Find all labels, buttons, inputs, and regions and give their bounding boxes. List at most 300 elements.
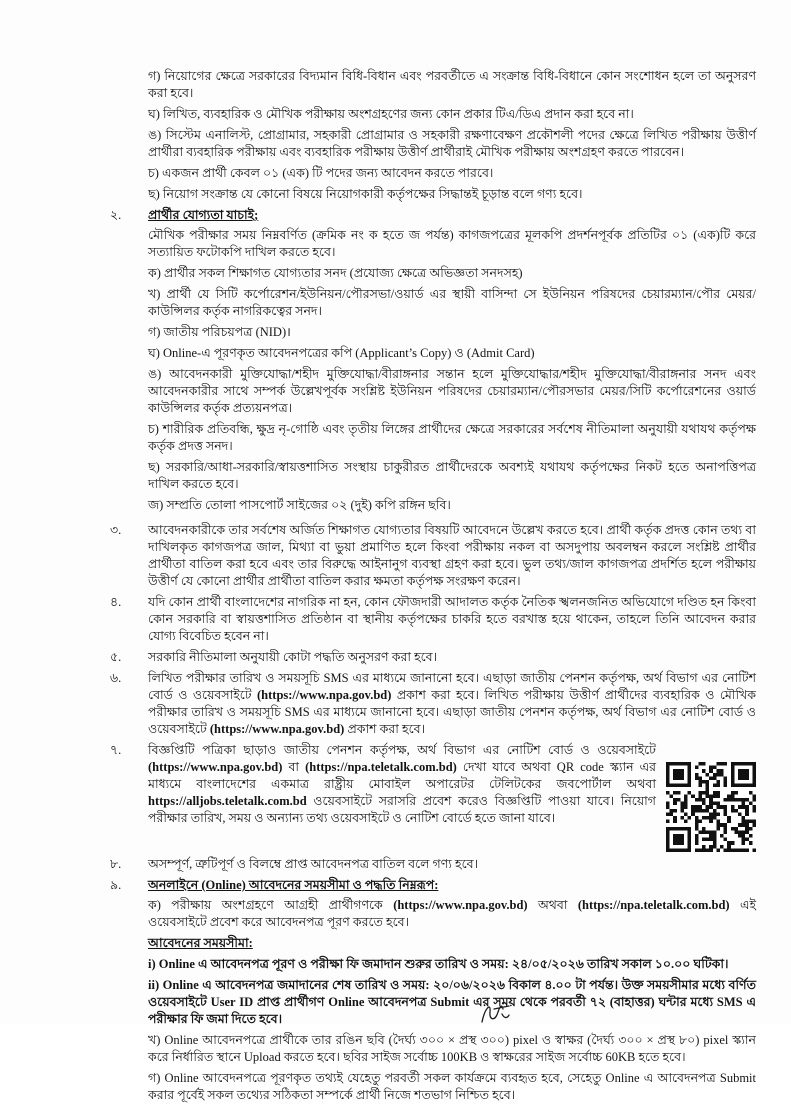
qr-module xyxy=(749,841,753,845)
qr-module xyxy=(709,802,713,806)
qr-module xyxy=(695,773,699,777)
qr-module xyxy=(752,823,756,827)
qr-module xyxy=(680,816,684,820)
qr-module xyxy=(706,838,710,842)
qr-module xyxy=(745,838,749,842)
qr-module xyxy=(709,834,713,838)
qr-module xyxy=(698,776,702,780)
qr-module xyxy=(745,820,749,824)
qr-module xyxy=(706,848,710,852)
qr-module xyxy=(724,805,728,809)
qr-module xyxy=(716,848,720,852)
qr-module xyxy=(673,769,684,780)
qr-module xyxy=(720,762,724,766)
qr-module xyxy=(734,830,738,834)
qr-module xyxy=(706,780,710,784)
qr-module xyxy=(698,791,702,795)
item-text: Online আবেদনপত্রে প্রার্থীকে তার রঙিন ছবি (দৈর্ঘ্য ৩০০ × প্রস্থ ৩০০) pixel ও স্বাক্ষর (দৈর্ঘ্য ৩০০ × প্রস্থ ৮০) pixel স্ক্যান করে নির্ধারিত স্থানে Upload করতে হবে। ছবির সাইজ সর্বোচ্চ 100KB ও স্বাক্ষরের সাইজ সর্বোচ্চ 60KB হতে হবে। xyxy=(148,1033,757,1064)
qr-module xyxy=(702,791,706,795)
qr-module xyxy=(731,827,735,831)
qr-module xyxy=(698,780,702,784)
item-marker: খ) xyxy=(148,1033,161,1047)
qr-module xyxy=(670,812,674,816)
qr-module xyxy=(709,798,713,802)
qr-module xyxy=(745,798,749,802)
qr-module xyxy=(673,820,677,824)
qr-module xyxy=(698,794,702,798)
qr-module xyxy=(709,845,713,849)
qr-module xyxy=(695,776,699,780)
qr-module xyxy=(727,820,731,824)
qr-module xyxy=(742,798,746,802)
text-run: প্রকাশ করা হবে। লিখিত পরীক্ষায় উত্তীর্ণ প্রার্থীদের ব্যবহারিক ও মৌখিক পরীক্ষার তারিখ ও সময়সূচি SMS এর মাধ্যমে জানানো হবে। এছাড়া জাতীয় পেনশন কর্তৃপক্ষ, অর্থ বিভাগ এর নোটিশ বোর্ড ও ওয়েবসাইটে xyxy=(148,688,756,736)
qr-module xyxy=(702,838,706,842)
qr-module xyxy=(695,820,699,824)
qr-module xyxy=(716,784,720,788)
qr-module xyxy=(713,845,717,849)
qr-module xyxy=(731,791,735,795)
qr-module xyxy=(734,848,738,852)
list-item xyxy=(110,106,756,123)
qr-module xyxy=(706,787,710,791)
qr-module xyxy=(709,820,713,824)
qr-module xyxy=(666,820,670,824)
qr-module xyxy=(724,776,728,780)
qr-module xyxy=(673,809,677,813)
qr-module xyxy=(691,809,695,813)
qr-module xyxy=(727,848,731,852)
qr-module xyxy=(702,780,706,784)
item-marker: i) xyxy=(148,957,156,971)
qr-module xyxy=(706,773,710,777)
qr-module xyxy=(713,816,717,820)
section-7 xyxy=(110,742,756,852)
qr-module xyxy=(713,773,717,777)
item-text: Online এ আবেদনপত্র পূরণ ও পরীক্ষা ফি জমাদান শুরুর তারিখ ও সময়: ২৪/০৫/২০২৬ তারিখ সকাল ১০.০০ ঘটিকা। xyxy=(158,957,729,971)
document-body xyxy=(110,68,756,1112)
section-heading: প্রার্থীর যোগ্যতা যাচাই; xyxy=(148,208,259,222)
qr-module xyxy=(702,827,706,831)
qr-module xyxy=(738,812,742,816)
item-text: প্রার্থী যে সিটি কর্পোরেশন/ইউনিয়ন/পৌরসভা/ওয়ার্ড এর স্থায়ী বাসিন্দা সে ইউনিয়ন পরিষদের চেয়ারম্যান/পৌর মেয়র/কাউন্সিলর কর্তৃক নাগরিকত্বের সনদ। xyxy=(148,287,757,318)
qr-module xyxy=(673,791,677,795)
item-marker: গ) xyxy=(148,325,161,339)
qr-module xyxy=(742,838,746,842)
qr-module xyxy=(709,816,713,820)
qr-module xyxy=(702,809,706,813)
section-number: ৭. xyxy=(110,743,122,757)
qr-module xyxy=(706,830,710,834)
qr-module xyxy=(745,827,749,831)
qr-module xyxy=(724,830,728,834)
section-text: যদি কোন প্রার্থী বাংলাদেশের নাগরিক না হন, কোন ফৌজদারী আদালত কর্তৃক নৈতিক স্খলনজনিত অভিযোগে দণ্ডিত হন কিংবা কোন সরকারি বা স্বায়ত্তশাসিত প্রতিষ্ঠান বা স্থানীয় কর্তৃপক্ষের চাকরি হতে বরখাস্ত হয়ে থাকেন, তাহলে তিনি আবেদন করার যোগ্য বিবেচিত হবেন না। xyxy=(148,595,756,643)
section-text: অসম্পূর্ণ, ত্রুটিপূর্ণ ও বিলম্বে প্রাপ্ত আবেদনপত্র বাতিল বলে গণ্য হবে। xyxy=(148,857,479,871)
section-6 xyxy=(110,670,756,738)
qr-module xyxy=(724,780,728,784)
qr-module xyxy=(752,805,756,809)
timeline-heading: আবেদনের সময়সীমা: xyxy=(148,936,253,950)
list-item xyxy=(110,127,756,161)
qr-module xyxy=(724,809,728,813)
item-marker: ii) xyxy=(148,978,160,992)
qr-module xyxy=(716,820,720,824)
text-run: পরীক্ষায় অংশগ্রহণে আগ্রহী প্রার্থীগণকে xyxy=(160,898,394,912)
qr-module xyxy=(720,834,724,838)
qr-module xyxy=(742,823,746,827)
list-item xyxy=(110,68,756,102)
text-run: দেখা যাবে অথবা QR code স্ক্যান এর মাধ্যমে বাংলাদেশের একমাত্র রাষ্ট্রীয় মোবাইল অপারেটর টেলিটকের জবপোর্টাল অথবা xyxy=(148,760,656,791)
item-marker: ক) xyxy=(148,266,161,280)
qr-module xyxy=(745,848,749,852)
qr-module xyxy=(709,805,713,809)
list-item xyxy=(110,186,756,203)
website-url: (https://npa.teletalk.com.bd) xyxy=(577,898,730,912)
qr-module xyxy=(709,830,713,834)
section-text xyxy=(148,670,756,738)
qr-module xyxy=(695,798,699,802)
section-number: ৯. xyxy=(110,878,122,892)
qr-module xyxy=(716,823,720,827)
item-marker: খ) xyxy=(148,287,161,301)
qr-module xyxy=(713,809,717,813)
qr-module xyxy=(731,805,735,809)
qr-module xyxy=(727,841,731,845)
item-marker: ঘ) xyxy=(148,346,160,360)
item-text: সম্প্রতি তোলা পাসপোর্ট সাইজের ০২ (দুই) কপি রঙ্গিন ছবি। xyxy=(166,498,451,512)
qr-module xyxy=(713,794,717,798)
section-8 xyxy=(110,856,756,873)
qr-module xyxy=(695,805,699,809)
qr-module xyxy=(666,805,670,809)
qr-module xyxy=(734,791,738,795)
qr-module xyxy=(673,802,677,806)
website-url: (https://www.npa.gov.bd) xyxy=(148,760,283,774)
qr-module xyxy=(677,798,681,802)
item-text: Online-এ পূরণকৃত আবেদনপত্রের কপি (Applicant’s Copy) ও (Admit Card) xyxy=(163,346,535,360)
qr-module xyxy=(731,848,735,852)
qr-module xyxy=(727,798,731,802)
qr-module xyxy=(742,820,746,824)
qr-module xyxy=(738,823,742,827)
qr-module xyxy=(742,830,746,834)
qr-module xyxy=(716,762,720,766)
qr-module xyxy=(684,805,688,809)
qr-module xyxy=(706,816,710,820)
qr-module xyxy=(749,791,753,795)
qr-module xyxy=(677,791,681,795)
qr-module xyxy=(749,820,753,824)
qr-module xyxy=(731,809,735,813)
qr-module xyxy=(752,798,756,802)
qr-module xyxy=(695,838,699,842)
qr-module xyxy=(688,816,692,820)
qr-module xyxy=(738,830,742,834)
qr-module xyxy=(724,762,728,766)
qr-module xyxy=(716,769,720,773)
qr-module xyxy=(706,794,710,798)
qr-module xyxy=(713,802,717,806)
section-intro: মৌখিক পরীক্ষার সময় নিম্নবর্ণিত (ক্রমিক নং ক হতে জ পর্যন্ত) কাগজপত্রের মূলকপি প্রদর্শনপূর্বক প্রতিটির ০১ (এক)টি করে সত্যায়িত ফটোকপি দাখিল করতে হবে। xyxy=(148,228,756,259)
qr-module xyxy=(695,766,699,770)
qr-module xyxy=(702,816,706,820)
section-4 xyxy=(110,594,756,645)
qr-module xyxy=(691,812,695,816)
list-item xyxy=(148,1032,756,1066)
qr-module xyxy=(745,823,749,827)
item-marker: ঙ) xyxy=(148,128,162,142)
qr-module xyxy=(742,802,746,806)
qr-module xyxy=(713,791,717,795)
item-marker: চ) xyxy=(148,166,159,180)
section-number: ৪. xyxy=(110,595,122,609)
qr-module xyxy=(716,773,720,777)
qr-module xyxy=(731,798,735,802)
section-5 xyxy=(110,649,756,666)
qr-module xyxy=(702,798,706,802)
qr-module xyxy=(706,805,710,809)
qr-module xyxy=(752,809,756,813)
timeline-item xyxy=(148,977,756,1028)
qr-module xyxy=(709,848,713,852)
qr-module xyxy=(709,812,713,816)
qr-module xyxy=(724,848,728,852)
qr-module xyxy=(709,794,713,798)
qr-module xyxy=(716,791,720,795)
qr-module xyxy=(720,845,724,849)
website-url: https://alljobs.teletalk.com.bd xyxy=(148,794,307,808)
text-run: অথবা xyxy=(527,898,578,912)
qr-module xyxy=(702,769,706,773)
website-url: (https://www.npa.gov.bd) xyxy=(393,898,528,912)
qr-module xyxy=(698,848,702,852)
section-number: ৩. xyxy=(110,523,122,537)
qr-module xyxy=(734,809,738,813)
qr-module xyxy=(720,769,724,773)
qr-module xyxy=(727,845,731,849)
qr-module xyxy=(727,816,731,820)
qr-module xyxy=(724,838,728,842)
qr-module xyxy=(673,816,677,820)
qr-module xyxy=(709,766,713,770)
qr-module xyxy=(713,838,717,842)
qr-module xyxy=(724,798,728,802)
qr-module xyxy=(695,848,699,852)
qr-module xyxy=(709,838,713,842)
qr-module xyxy=(706,784,710,788)
item-text: লিখিত, ব্যবহারিক ও মৌখিক পরীক্ষায় অংশগ্রহণের জন্য কোন প্রকার টিএ/ডিএ প্রদান করা হবে না। xyxy=(163,107,634,121)
list-item xyxy=(110,165,756,182)
item-text: সিস্টেম এনালিস্ট, প্রোগ্রামার, সহকারী প্রোগ্রামার ও সহকারী রক্ষণাবেক্ষণ প্রকৌশলী পদের ক্ষেত্রে লিখিত পরীক্ষায় উত্তীর্ণ প্রার্থীরা ব্যবহারিক পরীক্ষায় এবং ব্যবহারিক পরীক্ষায় উত্তীর্ণ প্রার্থীরাই মৌখিক পরীক্ষায় অংশগ্রহণ করতে পারবেন। xyxy=(148,128,757,159)
qr-module xyxy=(749,827,753,831)
qr-module xyxy=(695,841,699,845)
qr-module xyxy=(666,802,670,806)
item-text: একজন প্রার্থী কেবল ০১ (এক) টি পদের জন্য আবেদন করতে পারবে। xyxy=(162,166,494,180)
qr-module xyxy=(742,841,746,845)
qr-module xyxy=(752,848,756,852)
text-run: এই ওয়েবসাইটে প্রবেশ করে আবেদনপত্র পূরণ করতে হবে। xyxy=(148,898,756,929)
qr-code-icon xyxy=(666,762,756,852)
qr-module xyxy=(749,834,753,838)
section-9 xyxy=(110,877,756,1108)
qr-module xyxy=(706,791,710,795)
section-text: সরকারি নীতিমালা অনুযায়ী কোটা পদ্ধতি অনুসরণ করা হবে। xyxy=(148,650,438,664)
qr-module xyxy=(742,805,746,809)
section-body xyxy=(148,207,756,518)
qr-module xyxy=(738,848,742,852)
qr-module xyxy=(666,812,670,816)
qr-module xyxy=(702,845,706,849)
qr-module xyxy=(713,784,717,788)
qr-module xyxy=(742,816,746,820)
qr-module xyxy=(716,802,720,806)
item-text: আবেদনকারী মুক্তিযোদ্ধা/শহীদ মুক্তিযোদ্ধা/বীরাঙ্গনার সন্তান হলে মুক্তিযোদ্ধার/শহীদ মুক্তিযোদ্ধা/বীরাঙ্গনার সনদ এবং আবেদনকারীর সাথে সম্পর্ক উল্লেখপূর্বক সংশ্লিষ্ট ইউনিয়ন পরিষদের চেয়ারম্যান/পৌরসভার মেয়র/সিটি কর্পোরেশনের ওয়ার্ড কাউন্সিলর কর্তৃক প্রত্যয়নপত্র। xyxy=(148,367,756,415)
qr-module xyxy=(738,769,749,780)
list-item xyxy=(148,897,756,931)
qr-module xyxy=(738,834,742,838)
qr-module xyxy=(702,830,706,834)
item-text: শারীরিক প্রতিবন্ধি, ক্ষুদ্র নৃ-গোষ্ঠি এবং তৃতীয় লিঙ্গের প্রার্থীদের ক্ষেত্রে সরকারের সর্বশেষ নীতিমালা অনুযায়ী যথাযথ কর্তৃপক্ষ কর্তৃক প্রদত্ত সনদ। xyxy=(148,422,756,453)
qr-module xyxy=(724,823,728,827)
qr-module xyxy=(673,798,677,802)
item-text: সরকারি/আধা-সরকারি/স্বায়ত্তশাসিত সংস্থায় চাকুরীরত প্রার্থীদেরকে অবশ্যই যথাযথ কর্তৃপক্ষের নিকট হতে অনাপত্তিপত্র দাখিল করতে হবে। xyxy=(148,460,757,491)
list-item xyxy=(148,286,756,320)
section-3 xyxy=(110,522,756,590)
section-number: ৮. xyxy=(110,857,122,871)
qr-module xyxy=(695,809,699,813)
qr-module xyxy=(745,812,749,816)
qr-module xyxy=(680,805,684,809)
section-text xyxy=(148,742,656,827)
list-item xyxy=(148,497,756,514)
qr-module xyxy=(716,805,720,809)
qr-module xyxy=(702,848,706,852)
signature xyxy=(476,1000,516,1024)
qr-module xyxy=(731,794,735,798)
list-item xyxy=(148,265,756,282)
qr-module xyxy=(698,784,702,788)
text-run: ওয়েবসাইটে সরাসরি প্রবেশ করেও বিজ্ঞপ্তিটি পাওয়া যাবে। নিয়োগ পরীক্ষার তারিখ, সময় ও অন্যান্য তথ্য ওয়েবসাইটে ও নোটিশ বোর্ডে হতে জানা যাবে। xyxy=(148,794,656,825)
qr-module xyxy=(745,830,749,834)
qr-module xyxy=(713,841,717,845)
qr-module xyxy=(698,805,702,809)
text-run: লিখিত পরীক্ষার তারিখ ও সময়সূচি SMS এর মাধ্যমে জানানো হবে। এছাড়া জাতীয় পেনশন কর্তৃপক্ষ, অর্থ বিভাগ এর নোটিশ বোর্ড ও ওয়েবসাইটে xyxy=(148,671,756,702)
qr-module xyxy=(724,827,728,831)
qr-module xyxy=(716,794,720,798)
list-item xyxy=(148,421,756,455)
qr-module xyxy=(698,762,702,766)
item-marker: ঘ) xyxy=(148,107,160,121)
item-text: নিয়োগ সংক্রান্ত যে কোনো বিষয়ে নিয়োগকারী কর্তৃপক্ষের সিদ্ধান্তই চূড়ান্ত বলে গণ্য হবে। xyxy=(162,187,583,201)
qr-module xyxy=(713,830,717,834)
qr-module xyxy=(680,809,684,813)
qr-module xyxy=(716,827,720,831)
qr-module xyxy=(695,834,699,838)
qr-module xyxy=(742,834,746,838)
item-marker: চ) xyxy=(148,422,159,436)
qr-module xyxy=(706,809,710,813)
qr-module xyxy=(752,794,756,798)
item-marker: ঙ) xyxy=(148,367,162,381)
item-text: নিয়োগের ক্ষেত্রে সরকারের বিদ্যমান বিধি-বিধান এবং পরবর্তীতে এ সংক্রান্ত বিধি-বিধানে কোন সংশোধন হলে তা অনুসরণ করা হবে। xyxy=(148,69,757,100)
qr-module xyxy=(716,812,720,816)
item-marker: ছ) xyxy=(148,460,160,474)
qr-module xyxy=(698,820,702,824)
qr-module xyxy=(691,794,695,798)
qr-module xyxy=(713,776,717,780)
qr-module xyxy=(695,823,699,827)
qr-module xyxy=(666,791,670,795)
list-item xyxy=(148,324,756,341)
qr-module xyxy=(698,809,702,813)
qr-module xyxy=(745,805,749,809)
qr-module xyxy=(724,784,728,788)
section-7-layout xyxy=(148,742,756,852)
qr-module xyxy=(670,809,674,813)
list-item xyxy=(148,345,756,362)
qr-module xyxy=(734,798,738,802)
text-run: প্রকাশ করা হবে। xyxy=(344,722,426,736)
item-marker: গ) xyxy=(148,69,161,83)
qr-module xyxy=(720,823,724,827)
section-number: ৫. xyxy=(110,650,122,664)
qr-module xyxy=(702,802,706,806)
item-marker: ছ) xyxy=(148,187,160,201)
list-item xyxy=(148,1070,756,1104)
section-number: ৬. xyxy=(110,671,122,685)
text-run: বা xyxy=(282,760,306,774)
qr-module xyxy=(724,812,728,816)
qr-module xyxy=(702,762,706,766)
item-marker: জ) xyxy=(148,498,164,512)
qr-module xyxy=(713,812,717,816)
website-url: (https://www.npa.gov.bd) xyxy=(209,722,345,736)
item-text: প্রার্থীর সকল শিক্ষাগত যোগ্যতার সনদ (প্রযোজ্য ক্ষেত্রে অভিজ্ঞতা সনদসহ) xyxy=(164,266,523,280)
qr-module xyxy=(713,834,717,838)
qr-module xyxy=(680,802,684,806)
qr-module xyxy=(720,805,724,809)
text-run: বিজ্ঞপ্তিটি পত্রিকা ছাড়াও জাতীয় পেনশন কর্তৃপক্ষ, অর্থ বিভাগ এর নোটিশ বোর্ড ও ওয়েবসাইটে xyxy=(148,743,656,757)
item-text: Online এ আবেদনপত্র জমাদানের শেষ তারিখ ও সময়: ২০/০৬/২০২৬ বিকাল ৪.০০ টা পর্যন্ত। উক্ত সময়সীমার মধ্যে বর্ণিত ওয়েবসাইটে User ID প্রাপ্ত প্রার্থীগণ Online আবেদনপত্র Submit এর সময় থেকে পরবর্তী ৭২ (বাহাত্তর) ঘন্টার মধ্যে SMS এ পরীক্ষার ফি জমা দিতে হবে। xyxy=(148,978,756,1026)
list-item xyxy=(148,366,756,417)
website-url: (https://npa.teletalk.com.bd) xyxy=(305,760,457,774)
qr-module xyxy=(709,769,713,773)
section-2 xyxy=(110,207,756,518)
website-url: (https://www.npa.gov.bd) xyxy=(257,688,392,702)
section-heading: অনলাইনে (Online) আবেদনের সময়সীমা ও পদ্ধতি নিম্নরূপ: xyxy=(148,878,439,892)
timeline-item xyxy=(148,956,756,973)
qr-module xyxy=(695,816,699,820)
qr-module xyxy=(731,841,735,845)
qr-module xyxy=(734,827,738,831)
section-body xyxy=(148,877,756,1108)
qr-module xyxy=(738,798,742,802)
qr-module xyxy=(673,834,684,845)
qr-module xyxy=(684,802,688,806)
qr-module xyxy=(695,827,699,831)
qr-module xyxy=(716,780,720,784)
qr-module xyxy=(727,794,731,798)
qr-module xyxy=(709,776,713,780)
list-item xyxy=(148,459,756,493)
qr-module xyxy=(713,766,717,770)
qr-module xyxy=(742,848,746,852)
qr-module xyxy=(684,794,688,798)
qr-module xyxy=(684,798,688,802)
section-text: আবেদনকারীকে তার সর্বশেষ অর্জিত শিক্ষাগত যোগ্যতার বিষয়টি আবেদনে উল্লেখ করতে হবে। প্রার্থী কর্তৃক প্রদত্ত কোন তথ্য বা দাখিলকৃত কাগজপত্র জাল, মিথ্যা বা ভুয়া প্রমাণিত হলে কিংবা পরীক্ষায় নকল বা অসদুপায় অবলম্বন করলে সংশ্লিষ্ট প্রার্থীর প্রার্থীতা বাতিল করা হবে এবং তার বিরুদ্ধে আইনানুগ ব্যবস্থা গ্রহণ করা হবে। ভুল তথ্য/জাল কাগজপত্র প্রদর্শিত হলে পরীক্ষায় উত্তীর্ণ যে কোনো প্রার্থীর প্রার্থীতা বাতিল করার ক্ষমতা কর্তৃপক্ষ সংরক্ষণ করেন। xyxy=(148,523,756,588)
qr-module xyxy=(684,820,688,824)
qr-module xyxy=(698,830,702,834)
item-text: Online আবেদনপত্রে পূরণকৃত তথ্যই যেহেতু পরবর্তী সকল কার্যক্রমে ব্যবহৃত হবে, সেহেতু Online এ আবেদনপত্র Submit করার পূর্বেই সকল তথ্যের সঠিকতা সম্পর্কে প্রার্থী নিজে শতভাগ নিশ্চিত হবে। xyxy=(148,1071,757,1102)
